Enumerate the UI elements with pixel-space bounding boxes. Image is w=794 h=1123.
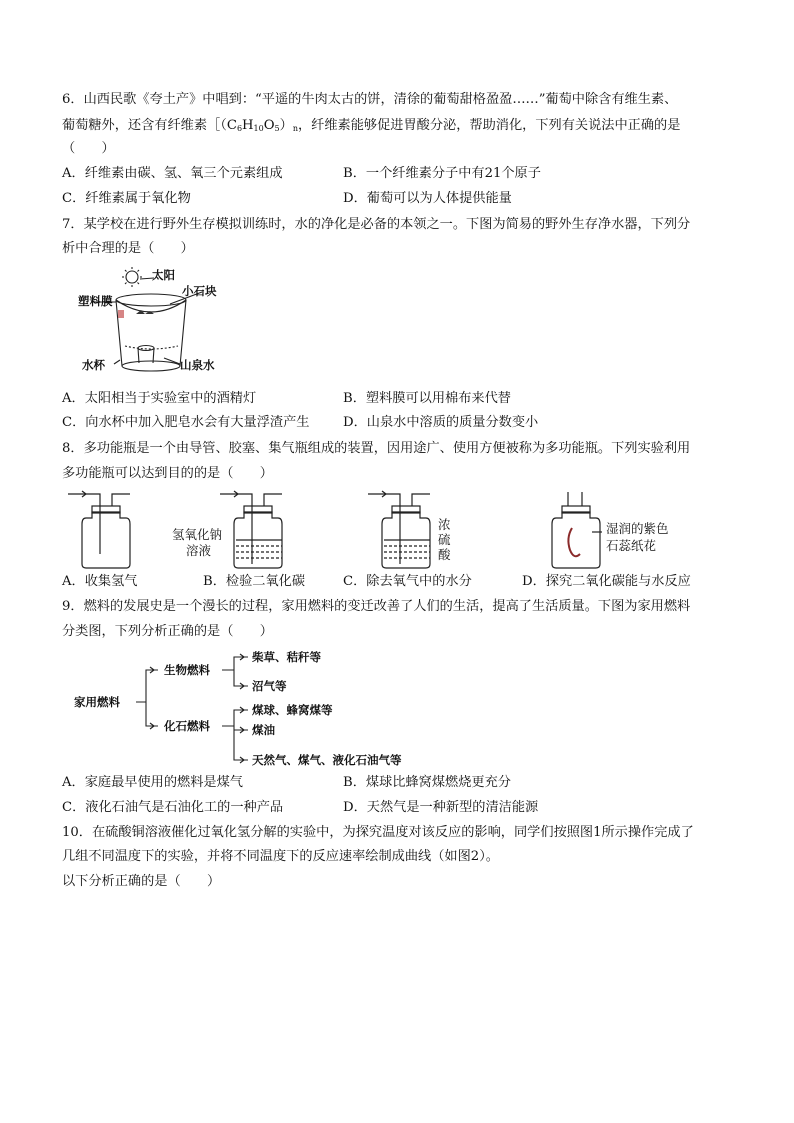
fossil-fuel-label: 化石燃料 (164, 719, 210, 733)
q9-option-b: B．煤球比蜂窝煤燃烧更充分 (343, 775, 511, 790)
q9-stem-line2: 分类图，下列分析正确的是（ ） (62, 624, 273, 639)
q6-option-c: C．纤维素属于氧化物 (62, 191, 191, 206)
q8-option-d: D．探究二氧化碳能与水反应 (522, 574, 691, 589)
q8-stem-line1: 8．多功能瓶是一个由导管、胶塞、集气瓶组成的装置，因用途广、使用方便被称为多功能瓶。下列实验利用 (62, 441, 691, 456)
bottle-c (368, 491, 430, 568)
fossil-item-2: 煤油 (252, 723, 275, 737)
q7-option-a: A．太阳相当于实验室中的酒精灯 (62, 391, 257, 406)
plastic-film-label: 塑料膜 (78, 294, 113, 308)
q9-option-c: C．液化石油气是石油化工的一种产品 (62, 800, 284, 815)
biofuel-item-2: 沼气等 (252, 679, 287, 693)
q9-option-a: A．家庭最早使用的燃料是煤气 (62, 775, 243, 790)
sun-label: 太阳 (152, 268, 175, 282)
water-cup-label: 水杯 (82, 358, 105, 372)
q9-option-d: D．天然气是一种新型的清洁能源 (343, 800, 539, 815)
q8-option-b: B．检验二氧化碳 (203, 574, 306, 589)
q6-answer-blank: （ ） (62, 141, 115, 156)
biofuel-item-1: 柴草、秸秆等 (252, 650, 321, 664)
bottle-b (220, 491, 282, 568)
q8-option-a: A．收集氢气 (62, 574, 138, 589)
q10-stem-line1: 10．在硫酸铜溶液催化过氧化氢分解的实验中，为探究温度对该反应的影响，同学们按照图1所示操作完成了 (62, 825, 694, 840)
q6-option-d: D．葡萄可以为人体提供能量 (343, 191, 512, 206)
q7-water-purifier-figure (74, 266, 274, 386)
q8-stem-line2: 多功能瓶可以达到目的的是（ ） (62, 466, 273, 481)
q7-option-c: C．向水杯中加入肥皂水会有大量浮渣产生 (62, 415, 310, 430)
acid-label-2: 硫 (438, 532, 451, 547)
acid-label-1: 浓 (438, 517, 451, 532)
spring-water-label: 山泉水 (180, 358, 215, 372)
q9-fuel-tree-figure (74, 648, 402, 770)
q10-stem-line3: 以下分析正确的是（ ） (62, 874, 221, 889)
fuel-root-label: 家用燃料 (74, 695, 120, 709)
q7-stem-line1: 7．某学校在进行野外生存模拟训练时，水的净化是必备的本领之一。下图为简易的野外生存净水器，下列分 (62, 217, 691, 232)
q8-bottles-figure (62, 488, 742, 570)
bottle-d (552, 492, 602, 568)
litmus-label-1: 湿润的紫色 (606, 521, 669, 536)
sun-icon (126, 271, 138, 283)
bottle-a (68, 491, 130, 568)
fossil-item-1: 煤球、蜂窝煤等 (252, 703, 333, 717)
fossil-item-3: 天然气、煤气、液化石油气等 (252, 753, 402, 767)
q9-stem-line1: 9．燃料的发展史是一个漫长的过程，家用燃料的变迁改善了人们的生活，提高了生活质量。下图为家用燃料 (62, 599, 691, 614)
q6-stem-line2: 葡萄糖外，还含有纤维素$[(C_6H_{10}O_5)_n$，纤维素能够促进胃酸分泌，帮助消化，下列有关说法中正确的是 (62, 118, 681, 133)
q8-option-c: C．除去氧气中的水分 (343, 574, 472, 589)
q7-stem-line2: 析中合理的是（ ） (62, 241, 194, 256)
q6-option-b: B．一个纤维素分子中有21个原子 (343, 166, 541, 181)
q6-stem-line1: 6．山西民歌《夸土产》中唱到：“平遥的牛肉太古的饼，清徐的葡萄甜格盈盈……”葡萄中除含有维生素、 (62, 92, 678, 107)
acid-label-3: 酸 (438, 547, 451, 562)
biofuel-label: 生物燃料 (164, 663, 210, 677)
q10-stem-line2: 几组不同温度下的实验，并将不同温度下的反应速率绘制成曲线（如图2）。 (62, 849, 499, 864)
q7-option-b: B．塑料膜可以用棉布来代替 (343, 391, 511, 406)
naoh-label-2: 溶液 (186, 543, 212, 558)
q6-option-a: A．纤维素由碳、氢、氧三个元素组成 (62, 166, 283, 181)
small-stone-label: 小石块 (182, 284, 217, 298)
q7-option-d: D．山泉水中溶质的质量分数变小 (343, 415, 539, 430)
naoh-label-1: 氢氧化钠 (172, 527, 223, 542)
litmus-label-2: 石蕊纸花 (606, 538, 657, 553)
